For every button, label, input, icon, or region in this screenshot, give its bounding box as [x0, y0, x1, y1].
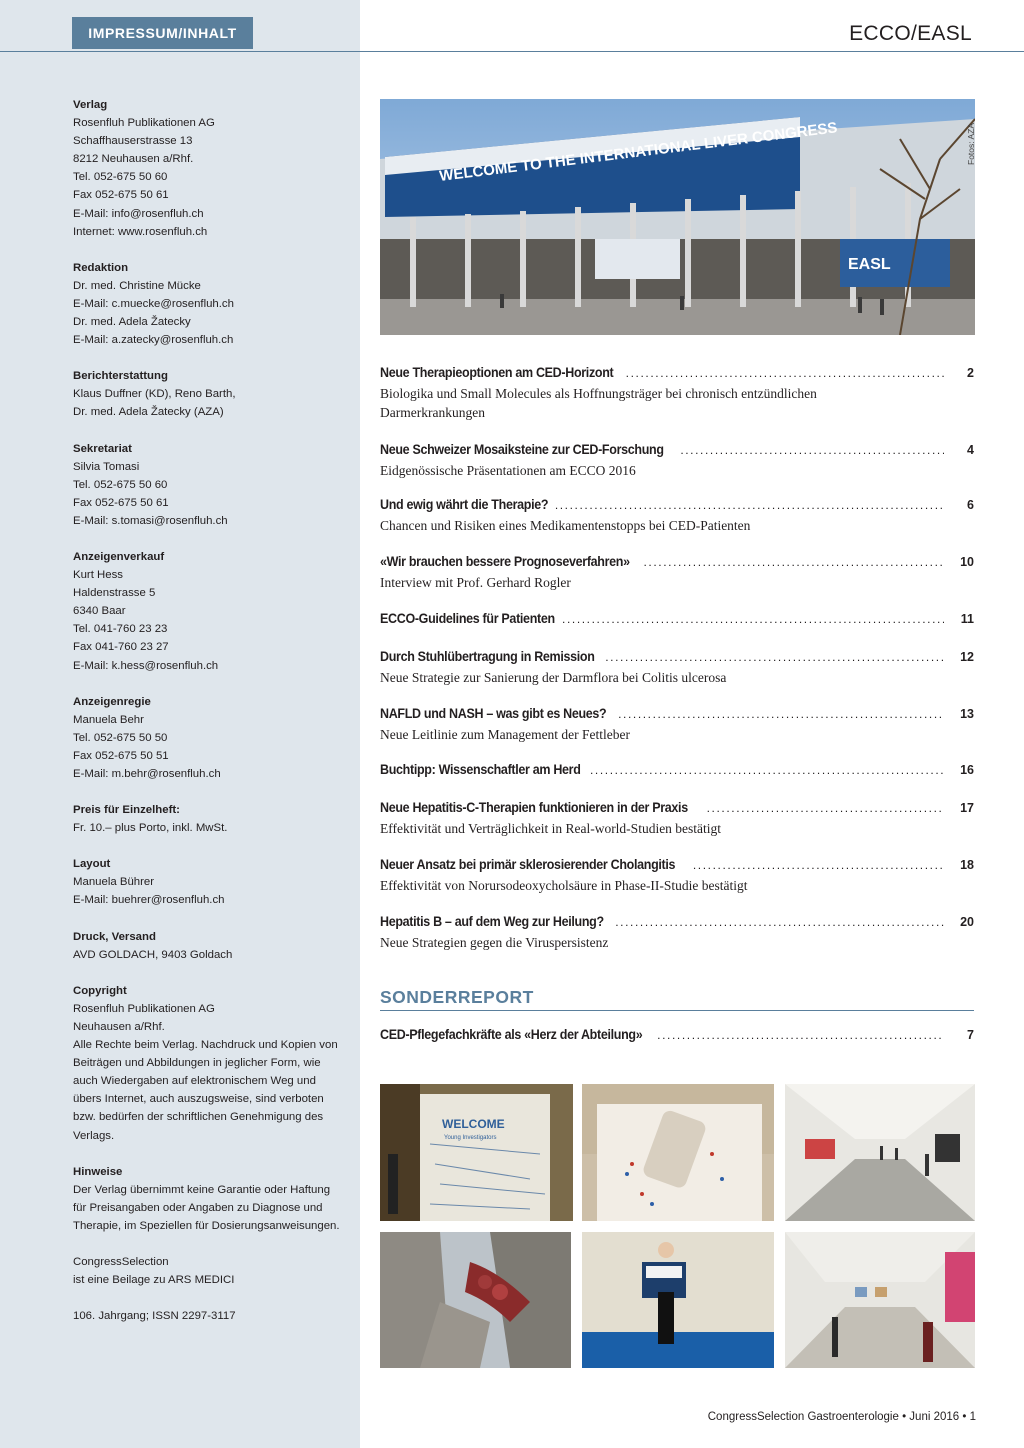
impressum-section	[73, 1253, 343, 1289]
gallery-photo-sagrada-familia	[380, 1232, 571, 1368]
impressum-heading: Verlag	[73, 99, 108, 111]
impressum-line: Silvia Tomasi	[73, 460, 140, 473]
impressum-line: 6340 Baar	[73, 605, 126, 618]
impressum-heading: Druck, Versand	[73, 930, 156, 943]
header-rule	[0, 51, 1024, 52]
gallery-photo-person-sign	[582, 1232, 774, 1368]
gallery-welcome-text: WELCOME	[442, 1117, 505, 1131]
toc-leader-dots	[590, 763, 944, 777]
toc-page-number[interactable]: 7	[967, 1028, 974, 1042]
toc-entry-row	[380, 649, 974, 668]
impressum-line: Manuela Behr	[73, 713, 144, 726]
toc-entry-row	[380, 497, 974, 516]
impressum-line: 8212 Neuhausen a/Rhf.	[73, 153, 194, 166]
photo-credit: Fotos: AZA	[966, 122, 976, 165]
impressum-line: Alle Rechte beim Verlag. Nachdruck und Kopien von Beiträgen und Abbildungen in jeglicher Form, wie auch Wiedergaben auf elektronischem Weg und übers Internet, auch auszugsweise, sind verboten bzw. bedürfen der schriftlichen Genehmigung des Verlags.	[73, 1039, 338, 1142]
toc-entry-row	[380, 762, 974, 781]
impressum-line: Klaus Duffner (KD), Reno Barth,	[73, 388, 236, 401]
impressum-heading: Berichterstattung	[73, 370, 168, 383]
impressum-line: CongressSelection	[73, 1255, 169, 1268]
impressum-line: Fax 041-760 23 27	[73, 641, 169, 654]
toc-leader-dots	[626, 366, 944, 380]
impressum-line: Internet: www.rosenfluh.ch	[73, 225, 208, 238]
toc-leader-dots	[605, 650, 944, 664]
toc-entry[interactable]	[380, 497, 974, 535]
impressum-heading: Hinweise	[73, 1165, 123, 1178]
gallery-photo-welcome-wall	[380, 1084, 573, 1221]
toc-leader-dots	[680, 443, 944, 457]
toc-entry-subtitle: Effektivität und Verträglichkeit in Real-world-Studien bestätigt	[380, 821, 722, 836]
toc-entry[interactable]	[380, 706, 974, 744]
toc-page-number[interactable]: 2	[967, 366, 974, 380]
toc-page-number[interactable]: 12	[960, 650, 974, 664]
impressum-line: Kurt Hess	[73, 569, 124, 582]
toc-page-number[interactable]: 20	[960, 915, 974, 929]
impressum-heading: Copyright	[73, 984, 127, 997]
impressum-line: E-Mail: s.tomasi@rosenfluh.ch	[73, 514, 228, 527]
toc-entry[interactable]	[380, 365, 974, 422]
impressum-section	[73, 855, 343, 909]
toc-leader-dots	[693, 858, 944, 872]
impressum-line: Tel. 052-675 50 60	[73, 478, 168, 491]
section-tab: IMPRESSUM/INHALT	[72, 17, 253, 49]
hero-photo-congress-center	[380, 99, 975, 335]
toc-entry-title[interactable]: ECCO-Guidelines für Patienten	[380, 611, 555, 626]
toc-entry-title[interactable]: Hepatitis B – auf dem Weg zur Heilung?	[380, 914, 604, 929]
impressum-line: E-Mail: m.behr@rosenfluh.ch	[73, 768, 221, 780]
toc-entry[interactable]	[380, 442, 974, 480]
toc-entry-row	[380, 706, 974, 725]
impressum-heading: Anzeigenverkauf	[73, 550, 165, 563]
impressum-line: E-Mail: buehrer@rosenfluh.ch	[73, 894, 225, 907]
toc-entry-title[interactable]: Buchtipp: Wissenschaftler am Herd	[380, 762, 581, 777]
toc-entry-subtitle: Neue Strategie zur Sanierung der Darmflora bei Colitis ulcerosa	[380, 670, 727, 685]
impressum-line: Manuela Bührer	[73, 876, 155, 889]
toc-entry-row	[380, 442, 974, 461]
impressum-line: Dr. med. Adela Žatecky (AZA)	[73, 406, 224, 419]
toc-entry-title[interactable]: CED-Pflegefachkräfte als «Herz der Abteilung»	[380, 1027, 643, 1042]
toc-entry-subtitle: Effektivität von Norursodeoxycholsäure in Phase-II-Studie bestätigt	[380, 878, 748, 893]
impressum-line: Rosenfluh Publikationen AG	[73, 117, 215, 130]
toc-entry-subtitle: Neue Leitlinie zum Management der Fettleber	[380, 727, 631, 742]
impressum-heading: Sekretariat	[73, 442, 132, 455]
impressum-section	[73, 693, 343, 783]
toc-entry-title[interactable]: Neue Schweizer Mosaiksteine zur CED-Forschung	[380, 442, 664, 457]
impressum-section	[73, 548, 343, 675]
impressum-section	[73, 1307, 343, 1325]
toc-leader-dots	[643, 555, 944, 569]
impressum-section	[73, 259, 343, 349]
impressum-line: Fr. 10.– plus Porto, inkl. MwSt.	[73, 822, 228, 835]
toc-entry-title[interactable]: Neue Therapieoptionen am CED-Horizont	[380, 365, 614, 380]
impressum-line: E-Mail: info@rosenfluh.ch	[73, 207, 204, 220]
impressum-line: Fax 052-675 50 51	[73, 749, 169, 762]
toc-entry[interactable]	[380, 800, 974, 838]
toc-leader-dots	[618, 707, 944, 721]
toc-leader-dots	[555, 498, 944, 512]
impressum-line: E-Mail: a.zatecky@rosenfluh.ch	[73, 334, 234, 347]
toc-entry-row	[380, 857, 974, 876]
impressum-heading: Preis für Einzelheft:	[73, 804, 180, 817]
toc-page-number[interactable]: 16	[960, 763, 974, 777]
impressum-line: Neuhausen a/Rhf.	[73, 1020, 165, 1033]
toc-page-number[interactable]: 18	[960, 858, 974, 872]
impressum-line: E-Mail: c.muecke@rosenfluh.ch	[73, 297, 234, 310]
toc-page-number[interactable]: 11	[960, 612, 974, 626]
toc-entry[interactable]	[380, 762, 974, 781]
impressum-block	[73, 96, 343, 1343]
impressum-line: Dr. med. Adela Žatecky	[73, 316, 191, 329]
toc-entry[interactable]	[380, 554, 974, 592]
gallery-photo-exhibit-table	[582, 1084, 774, 1221]
toc-entry-subtitle: Interview mit Prof. Gerhard Rogler	[380, 575, 571, 590]
toc-entry-row	[380, 611, 974, 630]
hero-logo-text: EASL	[848, 256, 891, 273]
impressum-line: Tel. 052-675 50 60	[73, 171, 168, 184]
toc-entry[interactable]	[380, 649, 974, 687]
toc-entry-row	[380, 365, 974, 384]
impressum-section	[73, 801, 343, 837]
sonderreport-rule	[380, 1010, 974, 1011]
toc-entry-title[interactable]: Durch Stuhlübertragung in Remission	[380, 649, 595, 664]
impressum-line: Fax 052-675 50 61	[73, 496, 169, 509]
toc-leader-dots	[562, 612, 944, 626]
toc-entry-subtitle: Chancen und Risiken eines Medikamentenstopps bei CED-Patienten	[380, 518, 751, 533]
gallery-photo-exhibition-hall	[785, 1232, 975, 1368]
sonderreport-heading: SONDERREPORT	[380, 987, 534, 1007]
impressum-line: ist eine Beilage zu ARS MEDICI	[73, 1274, 235, 1287]
impressum-line: E-Mail: k.hess@rosenfluh.ch	[73, 659, 219, 672]
toc-page-number[interactable]: 17	[960, 801, 974, 815]
impressum-line: Schaffhauserstrasse 13	[73, 135, 193, 148]
toc-entry-row	[380, 1027, 974, 1046]
impressum-line: Rosenfluh Publikationen AG	[73, 1002, 215, 1015]
toc-entry[interactable]	[380, 914, 974, 952]
toc-leader-dots	[657, 1028, 944, 1042]
toc-entry-subtitle: Biologika und Small Molecules als Hoffnungsträger bei chronisch entzündlichen Darmerkrankungen	[380, 386, 817, 420]
toc-entry-subtitle: Neue Strategien gegen die Viruspersistenz	[380, 935, 609, 950]
impressum-heading: Anzeigenregie	[73, 695, 151, 708]
impressum-line: Tel. 041-760 23 23	[73, 623, 168, 636]
toc-entry-title[interactable]: Und ewig währt die Therapie?	[380, 497, 549, 512]
impressum-section	[73, 1163, 343, 1235]
impressum-heading: Redaktion	[73, 261, 129, 274]
toc-entry[interactable]	[380, 857, 974, 895]
toc-entry-title[interactable]: Neue Hepatitis-C-Therapien funktionieren in der Praxis	[380, 800, 688, 815]
impressum-section	[73, 928, 343, 964]
journal-section-title: ECCO/EASL	[849, 22, 972, 45]
toc-entry-title[interactable]: «Wir brauchen bessere Prognoseverfahren»	[380, 554, 630, 569]
toc-entry-subtitle: Eidgenössische Präsentationen am ECCO 2016	[380, 463, 636, 478]
toc-entry[interactable]	[380, 1027, 974, 1046]
toc-leader-dots	[615, 915, 944, 929]
impressum-line: Haldenstrasse 5	[73, 587, 156, 600]
impressum-section	[73, 982, 343, 1145]
impressum-section	[73, 367, 343, 421]
gallery-welcome-subtext: Young Investigators	[444, 1135, 497, 1141]
page-footer: CongressSelection Gastroenterologie • Juni 2016 • 1	[707, 1411, 976, 1423]
impressum-line: Fax 052-675 50 61	[73, 189, 169, 202]
toc-page-number[interactable]: 10	[960, 555, 974, 569]
toc-entry-row	[380, 914, 974, 933]
toc-entry-title[interactable]: Neuer Ansatz bei primär sklerosierender Cholangitis	[380, 857, 676, 872]
impressum-line: Tel. 052-675 50 50	[73, 731, 168, 744]
impressum-section	[73, 440, 343, 530]
impressum-line: Der Verlag übernimmt keine Garantie oder Haftung für Preisangaben oder Angaben zu Diagnose und Therapie, im Speziellen für Dosierungsanweisungen.	[73, 1183, 340, 1232]
toc-leader-dots	[707, 801, 944, 815]
toc-entry-row	[380, 554, 974, 573]
impressum-heading: Layout	[73, 858, 111, 871]
impressum-line: AVD GOLDACH, 9403 Goldach	[73, 948, 233, 961]
toc-page-number[interactable]: 4	[967, 443, 974, 457]
toc-entry-row	[380, 800, 974, 819]
toc-page-number[interactable]: 6	[967, 498, 974, 512]
toc-entry-title[interactable]: NAFLD und NASH – was gibt es Neues?	[380, 706, 607, 721]
hero-banner-text: WELCOME TO THE INTERNATIONAL LIVER CONGRESS	[438, 119, 839, 185]
impressum-line: Dr. med. Christine Mücke	[73, 279, 201, 292]
impressum-line: 106. Jahrgang; ISSN 2297-3117	[73, 1310, 236, 1323]
impressum-section	[73, 96, 343, 241]
gallery-photo-corridor	[785, 1084, 975, 1221]
toc-entry[interactable]	[380, 611, 974, 630]
toc-page-number[interactable]: 13	[960, 707, 974, 721]
